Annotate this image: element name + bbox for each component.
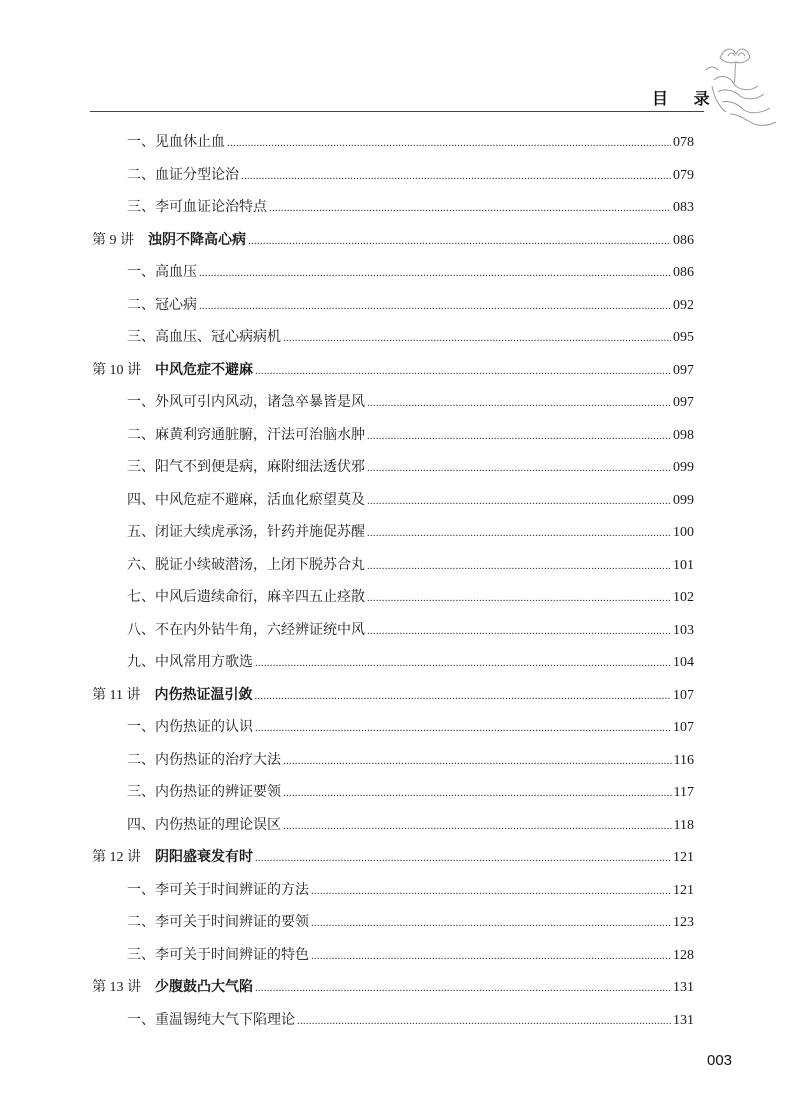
toc-section-entry xyxy=(127,878,694,902)
toc-entry-title: 三、李可血证论治特点 xyxy=(127,199,267,215)
toc-section-entry xyxy=(127,520,694,544)
toc-entry-title: 少腹鼓凸大气陷 xyxy=(155,979,253,995)
toc-page-number: 123 xyxy=(673,915,694,930)
toc-leader-dots xyxy=(255,359,671,383)
toc-section-entry xyxy=(127,455,694,479)
toc-leader-dots xyxy=(255,976,671,1000)
toc-section-entry xyxy=(127,553,694,577)
toc-page-number: 107 xyxy=(673,687,694,703)
toc-page-number: 100 xyxy=(673,525,694,540)
toc-section-entry xyxy=(127,943,694,967)
toc-page-number: 099 xyxy=(673,492,694,508)
toc-page-number: 095 xyxy=(673,330,694,345)
toc-entry-title: 三、内伤热证的辨证要领 xyxy=(127,784,281,800)
toc-page-number: 121 xyxy=(673,850,694,865)
toc-leader-dots xyxy=(367,489,671,513)
toc-page-number: 116 xyxy=(673,752,694,768)
toc-page-number: 104 xyxy=(673,655,694,670)
toc-page-number: 131 xyxy=(673,980,694,995)
toc-leader-dots xyxy=(254,684,671,708)
toc-leader-dots xyxy=(311,879,671,903)
toc-entry-title: 二、冠心病 xyxy=(127,296,197,313)
toc-page-number: 118 xyxy=(673,817,694,833)
toc-section-entry xyxy=(127,715,694,739)
toc-entry-title: 一、高血压 xyxy=(127,264,197,280)
toc-page-number: 128 xyxy=(673,947,694,963)
toc-chapter-number: 第 12 讲 xyxy=(92,850,141,865)
page-number: 003 xyxy=(707,1052,733,1069)
toc-page-number: 086 xyxy=(673,265,694,280)
toc-leader-dots xyxy=(255,716,671,740)
toc-section-entry xyxy=(127,260,694,284)
toc-leader-dots xyxy=(367,619,671,643)
toc-chapter-number: 第 13 讲 xyxy=(92,980,141,995)
toc-section-entry xyxy=(127,488,694,512)
toc-section-entry xyxy=(127,910,694,934)
toc-entry-title: 一、见血休止血 xyxy=(127,134,225,150)
toc-section-entry xyxy=(127,780,694,804)
toc-page-number: 078 xyxy=(673,135,694,150)
toc-leader-dots xyxy=(283,814,672,838)
toc-page-number: 117 xyxy=(673,785,694,800)
toc-leader-dots xyxy=(199,261,671,285)
toc-page-number: 102 xyxy=(673,590,694,605)
toc-page-number: 101 xyxy=(673,557,694,573)
toc-chapter-entry xyxy=(92,228,694,252)
toc-chapter-entry xyxy=(92,683,694,707)
toc-leader-dots xyxy=(248,229,671,253)
toc-leader-dots xyxy=(367,554,671,578)
toc-leader-dots xyxy=(241,164,671,188)
toc-page-number: 092 xyxy=(673,297,694,313)
toc-entry-title: 八、不在内外钻牛角，六经辨证统中风 xyxy=(127,621,365,638)
toc-leader-dots xyxy=(283,749,672,773)
toc-page-number: 097 xyxy=(673,395,694,410)
toc-section-entry xyxy=(127,650,694,674)
toc-section-entry xyxy=(127,748,694,772)
toc-page-number: 097 xyxy=(673,362,694,378)
toc-page-number: 086 xyxy=(673,232,694,248)
toc-leader-dots xyxy=(311,944,671,968)
toc-chapter-entry xyxy=(92,358,694,382)
toc-leader-dots xyxy=(255,651,671,675)
toc-entry-title: 内伤热证温引敛 xyxy=(154,686,253,703)
toc-section-entry xyxy=(127,130,694,154)
toc-entry-title: 二、李可关于时间辨证的要领 xyxy=(127,914,309,930)
toc-leader-dots xyxy=(283,326,671,350)
toc-entry-title: 阴阳盛衰发有时 xyxy=(155,849,253,865)
toc-entry-title: 九、中风常用方歌选 xyxy=(127,654,253,670)
toc-page-number: 083 xyxy=(673,200,694,215)
toc-leader-dots xyxy=(199,294,671,318)
toc-leader-dots xyxy=(367,391,671,415)
toc-leader-dots xyxy=(367,521,671,545)
toc-page-number: 099 xyxy=(673,460,694,475)
toc-leader-dots xyxy=(367,456,671,480)
toc-chapter-number: 第 9 讲 xyxy=(92,232,134,248)
toc-entry-title: 三、李可关于时间辨证的特色 xyxy=(127,946,309,963)
toc-leader-dots xyxy=(367,424,671,448)
toc-page-number: 121 xyxy=(673,882,694,898)
toc-entry-title: 一、李可关于时间辨证的方法 xyxy=(127,881,309,898)
toc-entry-title: 二、内伤热证的治疗大法 xyxy=(127,751,281,768)
header-divider xyxy=(90,111,704,112)
toc-leader-dots xyxy=(255,846,671,870)
toc-chapter-entry xyxy=(92,975,694,999)
toc-chapter-number: 第 10 讲 xyxy=(92,362,141,378)
toc-entry-title: 七、中风后遗续命衍，麻辛四五止痉散 xyxy=(127,589,365,605)
toc-entry-title: 二、麻黄利窍通脏腑，汗法可治脑水肿 xyxy=(127,426,365,443)
toc-chapter-number: 第 11 讲 xyxy=(92,687,141,703)
toc-page-number: 103 xyxy=(673,622,694,638)
toc-leader-dots xyxy=(269,196,671,220)
toc-entry-title: 三、阳气不到便是病，麻附细法透伏邪 xyxy=(127,459,365,475)
toc-page-number: 107 xyxy=(673,720,694,735)
toc-chapter-entry xyxy=(92,845,694,869)
toc-leader-dots xyxy=(297,1009,671,1033)
toc-leader-dots xyxy=(227,131,671,155)
toc-entry-title: 一、外风可引内风动，诸急卒暴皆是风 xyxy=(127,394,365,410)
toc-section-entry xyxy=(127,293,694,317)
toc-page-number: 131 xyxy=(673,1012,694,1028)
toc-section-entry xyxy=(127,585,694,609)
toc-section-entry xyxy=(127,325,694,349)
toc-section-entry xyxy=(127,423,694,447)
toc-entry-title: 二、血证分型论治 xyxy=(127,166,239,183)
toc-leader-dots xyxy=(311,911,671,935)
toc-leader-dots xyxy=(367,586,671,610)
toc-page-number: 098 xyxy=(673,427,694,443)
toc-section-entry xyxy=(127,163,694,187)
toc-entry-title: 一、内伤热证的认识 xyxy=(127,719,253,735)
toc-entry-title: 中风危症不避麻 xyxy=(155,361,253,378)
toc-section-entry xyxy=(127,1008,694,1032)
toc-section-entry xyxy=(127,618,694,642)
toc-leader-dots xyxy=(283,781,672,805)
page-header-title: 目 录 xyxy=(652,89,720,108)
toc-entry-title: 一、重温锡纯大气下陷理论 xyxy=(127,1011,295,1028)
toc-entry-title: 五、闭证大续虎承汤，针药并施促苏醒 xyxy=(127,524,365,540)
toc-entry-title: 四、中风危症不避麻，活血化瘀望莫及 xyxy=(127,491,365,508)
toc-section-entry xyxy=(127,813,694,837)
toc-entry-title: 四、内伤热证的理论误区 xyxy=(127,816,281,833)
toc-section-entry xyxy=(127,195,694,219)
toc-section-entry xyxy=(127,390,694,414)
toc-entry-title: 六、脱证小续破潜汤，上闭下脱苏合丸 xyxy=(127,556,365,573)
toc-entry-title: 浊阴不降高心病 xyxy=(148,231,246,248)
toc-page-number: 079 xyxy=(673,167,694,183)
toc-entry-title: 三、高血压、冠心病病机 xyxy=(127,329,281,345)
